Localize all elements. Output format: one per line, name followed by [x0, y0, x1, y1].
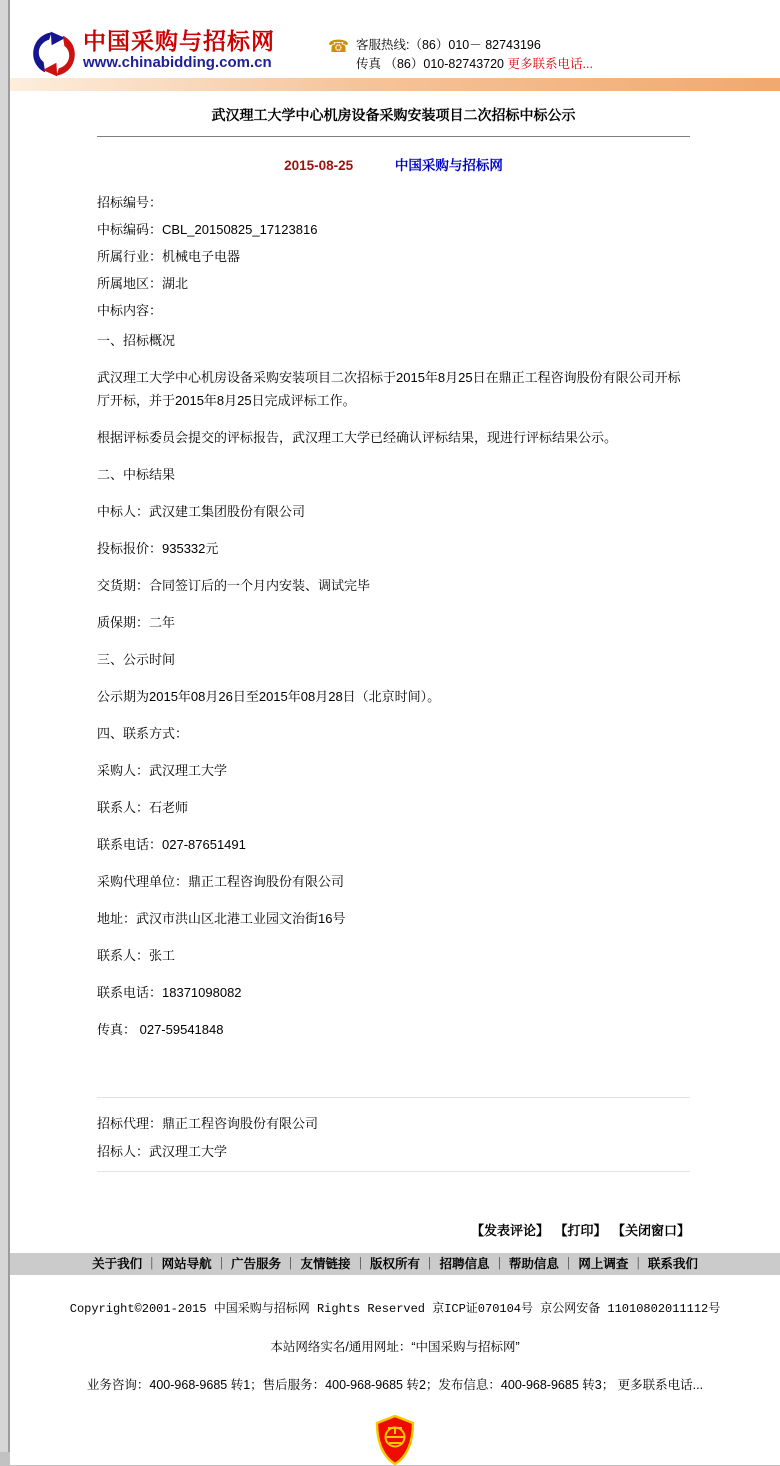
article-actions: [97, 1220, 690, 1239]
article-body: [97, 329, 690, 1041]
article-paragraph: 中标人：武汉建工集团股份有限公司: [97, 504, 306, 519]
hotline-text: 客服热线:（86）010－ 82743196: [356, 38, 541, 52]
site-realname-line: 本站网络实名/通用网址：“中国采购与招标网”: [270, 1340, 520, 1354]
article-paragraph: 三、公示时间: [97, 652, 176, 667]
publish-date: 2015-08-25: [284, 158, 354, 173]
footer-nav-link[interactable]: 友情链接 ｜: [301, 1257, 370, 1271]
article-paragraph: 联系电话：027-87651491: [97, 837, 246, 852]
footer-nav-link[interactable]: 招聘信息 ｜: [439, 1257, 508, 1271]
article-paragraph: 交货期：合同签订后的一个月内安装、调试完毕: [97, 578, 371, 593]
article-paragraph: 联系人：石老师: [97, 800, 189, 815]
action-link[interactable]: 【打印】: [560, 1223, 607, 1238]
footer-nav-link[interactable]: 版权所有 ｜: [370, 1257, 439, 1271]
footer-nav-link[interactable]: 网上调查 ｜: [578, 1257, 647, 1271]
agency-divider-top: [97, 1097, 690, 1098]
article-paragraph: 质保期：二年: [97, 615, 176, 630]
service-phones-line: 业务咨询：400-968-9685 转1；售后服务：400-968-9685 转2；发布信息：400-968-9685 转3； 更多联系电话...: [86, 1378, 704, 1392]
article-paragraph: 武汉理工大学中心机房设备采购安装项目二次招标于2015年8月25日在鼎正工程咨询股份有限公司开标厅开标，并于2015年8月25日完成评标工作。: [97, 370, 681, 408]
article-paragraph: 联系电话：18371098082: [97, 985, 242, 1000]
footer-nav-link[interactable]: 关于我们 ｜: [92, 1257, 161, 1271]
article-meta: [97, 154, 690, 174]
source-site-link[interactable]: 中国采购与招标网: [394, 158, 503, 173]
article-content: [10, 105, 780, 1239]
article-paragraph: 一、招标概况: [97, 333, 176, 348]
header-contact-info: [328, 36, 593, 74]
footer-nav-bar: [10, 1253, 780, 1275]
business-license-shield-badge-icon[interactable]: [10, 1415, 780, 1465]
footer-nav-link[interactable]: 广告服务 ｜: [231, 1257, 300, 1271]
action-link[interactable]: 【发表评论】: [470, 1223, 549, 1238]
article-paragraph: 传真： 027-59541848: [97, 1022, 224, 1037]
info-line: 中标编码：CBL_20150825_17123816: [97, 222, 318, 237]
action-link[interactable]: 【关闭窗口】: [618, 1223, 690, 1238]
article-paragraph: 地址：武汉市洪山区北港工业园文治街16号: [97, 911, 346, 926]
page-left-margin: [0, 0, 10, 1466]
info-line: 所属地区：湖北: [97, 276, 189, 291]
article-paragraph: 投标报价：935332元: [97, 541, 219, 556]
article-paragraph: 四、联系方式：: [97, 726, 189, 741]
telephone-icon: ☎: [328, 37, 350, 56]
footer-nav-link[interactable]: 网站导航 ｜: [162, 1257, 231, 1271]
fax-text: 传真 （86）010-82743720: [356, 57, 505, 71]
article-paragraph: 根据评标委员会提交的评标报告，武汉理工大学已经确认评标结果，现进行评标结果公示。: [97, 430, 618, 445]
agency-divider-bottom: [97, 1171, 690, 1172]
recycle-arrows-logo-icon: [30, 30, 78, 78]
page: [10, 0, 780, 1465]
agency-block: [97, 1115, 690, 1161]
info-line: 所属行业：机械电子电器: [97, 249, 241, 264]
footer-text-block: [10, 1301, 780, 1393]
site-logo[interactable]: [30, 30, 275, 78]
article-paragraph: 公示期为2015年08月26日至2015年08月28日（北京时间）。: [97, 689, 441, 704]
article-paragraph: 采购人：武汉理工大学: [97, 763, 228, 778]
orange-divider-band: [10, 78, 780, 91]
footer-nav-link[interactable]: 联系我们: [647, 1257, 698, 1271]
footer-nav-link[interactable]: 帮助信息 ｜: [509, 1257, 578, 1271]
copyright-line: Copyright©2001-2015 中国采购与招标网 Rights Reserved 京ICP证070104号 京公网安备 11010802011112号: [69, 1302, 721, 1316]
more-contacts-link[interactable]: 更多联系电话...: [507, 57, 593, 71]
site-name: 中国采购与招标网: [83, 28, 275, 54]
article-info-block: [97, 194, 690, 320]
agency-line: 招标代理：鼎正工程咨询股份有限公司: [97, 1116, 319, 1131]
site-header: [10, 0, 780, 78]
article-paragraph: 采购代理单位：鼎正工程咨询股份有限公司: [97, 874, 345, 889]
agency-line: 招标人：武汉理工大学: [97, 1144, 228, 1159]
article-paragraph: 联系人：张工: [97, 948, 176, 963]
article-paragraph: 二、中标结果: [97, 467, 176, 482]
info-line: 中标内容：: [97, 303, 163, 318]
info-line: 招标编号：: [97, 195, 163, 210]
article-title: 武汉理工大学中心机房设备采购安装项目二次招标中标公示: [211, 107, 576, 123]
site-url[interactable]: www.chinabidding.com.cn: [83, 54, 272, 71]
title-divider: [97, 136, 690, 137]
